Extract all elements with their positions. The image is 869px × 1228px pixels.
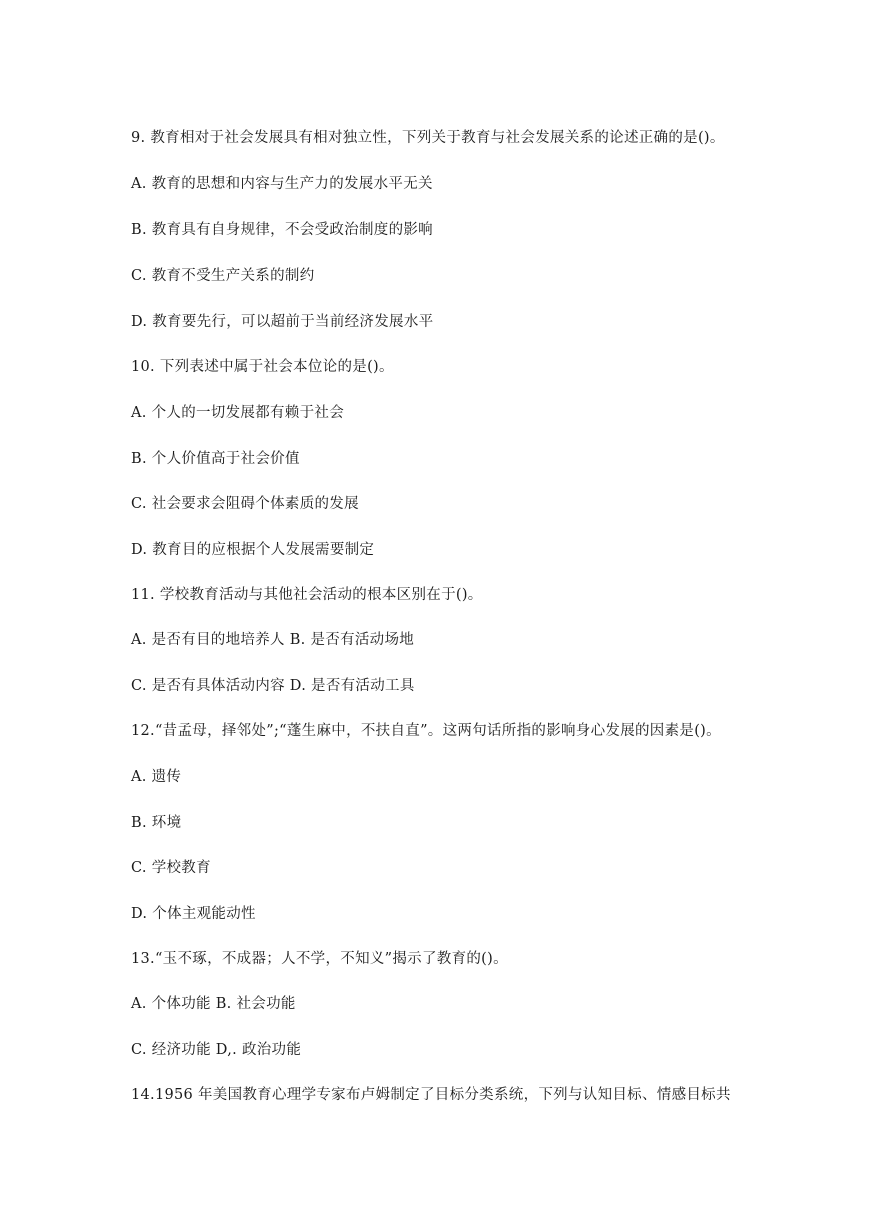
- question-10-option-b: B. 个人价值高于社会价值: [131, 451, 300, 467]
- question-9-option-c: C. 教育不受生产关系的制约: [131, 268, 315, 284]
- question-9-option-d: D. 教育要先行，可以超前于当前经济发展水平: [131, 314, 434, 330]
- question-11-options-ab: A. 是否有目的地培养人 B. 是否有活动场地: [131, 632, 415, 648]
- question-9-option-b: B. 教育具有自身规律，不会受政治制度的影响: [131, 222, 433, 238]
- question-14-stem: 14.1956 年美国教育心理学专家布卢姆制定了目标分类系统，下列与认知目标、情感目标共: [131, 1087, 731, 1103]
- question-13-stem: 13.“玉不琢，不成器；人不学，不知义”揭示了教育的()。: [131, 951, 508, 967]
- question-12-option-b: B. 环境: [131, 815, 182, 831]
- question-13-options-ab: A. 个体功能 B. 社会功能: [131, 996, 296, 1012]
- question-13-options-cd: C. 经济功能 D,. 政治功能: [131, 1042, 302, 1058]
- question-9-option-a: A. 教育的思想和内容与生产力的发展水平无关: [131, 176, 433, 192]
- question-10-option-a: A. 个人的一切发展都有赖于社会: [131, 405, 344, 421]
- question-12-option-a: A. 遗传: [131, 769, 182, 785]
- question-9-stem: 9. 教育相对于社会发展具有相对独立性，下列关于教育与社会发展关系的论述正确的是()。: [131, 130, 725, 146]
- question-10-option-d: D. 教育目的应根据个人发展需要制定: [131, 542, 375, 558]
- question-11-stem: 11. 学校教育活动与其他社会活动的根本区别在于()。: [131, 587, 483, 603]
- question-12-stem: 12.“昔孟母，择邻处”;“蓬生麻中，不扶自直”。这两句话所指的影响身心发展的因素是()。: [131, 723, 721, 739]
- question-10-option-c: C. 社会要求会阻碍个体素质的发展: [131, 496, 359, 512]
- question-12-option-c: C. 学校教育: [131, 860, 211, 876]
- question-10-stem: 10. 下列表述中属于社会本位论的是()。: [131, 359, 394, 375]
- question-11-options-cd: C. 是否有具体活动内容 D. 是否有活动工具: [131, 678, 415, 694]
- question-12-option-d: D. 个体主观能动性: [131, 906, 256, 922]
